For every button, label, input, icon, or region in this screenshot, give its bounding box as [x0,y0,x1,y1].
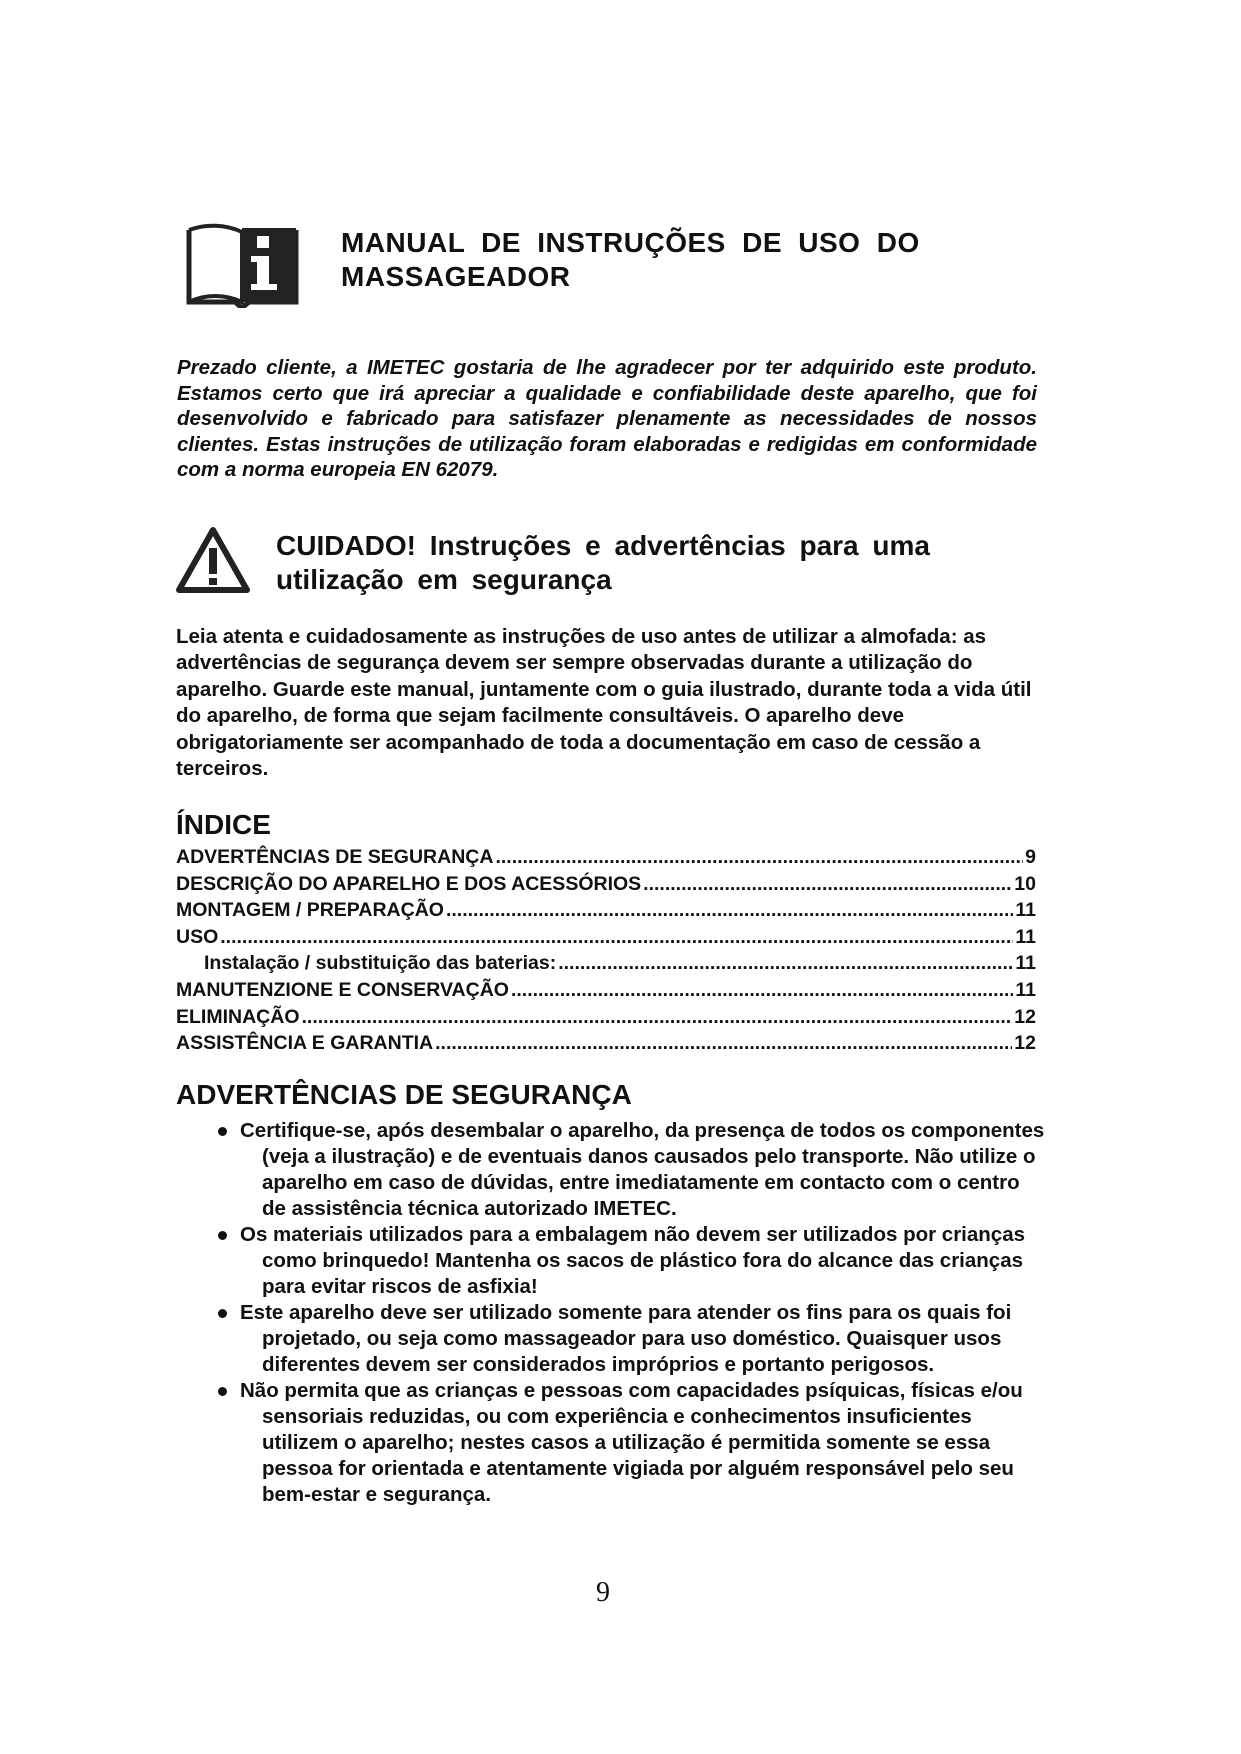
toc-entry[interactable] [176,871,1036,898]
toc-entry-page: 9 [1025,846,1036,868]
safety-section-title: ADVERTÊNCIAS DE SEGURANÇA [176,1079,632,1110]
toc-entry-page: 11 [1015,952,1036,975]
page-number: 9 [596,1577,610,1608]
toc-entry-page: 12 [1014,1032,1036,1055]
toc-entry-page: 11 [1015,978,1036,1001]
safety-bullet-text: Este aparelho deve ser utilizado somente para atender os fins para os quais foi projetado, ou seja como massageador para uso doméstico. Quaisquer usos diferentes devem ser considerados impróprios e portanto perigosos. [240,1301,1012,1376]
toc-subentry[interactable] [176,950,1036,977]
safety-bullet-text: Certifique-se, após desembalar o aparelho, da presença de todos os componentes (veja a ilustração) e de eventuais danos causados pelo transporte. Não utilize o aparelho em caso de dúvidas, entre imediatamente em contacto com o centro de assistência técnica autorizado IMETEC. [240,1119,1045,1220]
safety-bullet [216,1378,1046,1508]
safety-bullet-list [216,1118,1046,1508]
toc-entry[interactable] [176,977,1036,1004]
safety-bullet [216,1222,1046,1300]
toc-leader-dots [220,924,1013,951]
bullet-icon [218,1387,227,1396]
info-manual-icon [185,222,300,308]
toc-leader-dots [643,871,1012,898]
warning-title: CUIDADO! Instruções e advertências para uma utilização em segurança [276,530,930,595]
warning-paragraph: Leia atenta e cuidadosamente as instruções de uso antes de utilizar a almofada: as advertências de segurança devem ser sempre observadas durante a utilização do aparelho. Guarde este manual, juntamente com o guia ilustrado, durante toda a vida útil do aparelho, de forma que sejam facilmente consultáveis. O aparelho deve obrigatoriamente ser acompanhado de toda a documentação em caso de cessão a terceiros. [176,625,1032,781]
toc-entry-page: 11 [1015,925,1036,948]
safety-bullet-text: Não permita que as crianças e pessoas com capacidades psíquicas, físicas e/ou sensoriais reduzidas, ou com experiência e conhecimentos insuficientes utilizem o aparelho; nestes casos a utilização é permitida somente se essa pessoa for orientada e atentamente vigiada por alguém responsável pelo seu bem-estar e segurança. [240,1379,1023,1506]
warning-triangle-icon [176,526,250,594]
toc-leader-dots [495,844,1023,871]
safety-bullet [216,1300,1046,1378]
toc-entry[interactable] [176,1030,1036,1057]
toc-entry-label: ELIMINAÇÃO [176,1005,300,1028]
bullet-icon [218,1309,227,1318]
bullet-icon [218,1127,227,1136]
toc-entry-page: 12 [1014,1005,1036,1028]
intro-paragraph: Prezado cliente, a IMETEC gostaria de lhe agradecer por ter adquirido este produto. Estamos certo que irá apreciar a qualidade e confiabilidade deste aparelho, que foi desenvolvido e fabricado para satisfazer plenamente as necessidades de nossos clientes. Estas instruções de utilização foram elaboradas e redigidas em conformidade com a norma europeia EN 62079. [177,356,1037,481]
toc-entry[interactable] [176,844,1036,871]
toc-entry-label: USO [176,925,219,948]
toc-leader-dots [511,977,1013,1004]
toc-entry[interactable] [176,897,1036,924]
table-of-contents [176,844,1036,1057]
toc-leader-dots [446,897,1013,924]
manual-title: MANUAL DE INSTRUÇÕES DE USO DO MASSAGEADOR [341,227,920,292]
toc-entry-label: MANUTENZIONE E CONSERVAÇÃO [176,978,509,1001]
toc-leader-dots [435,1030,1012,1057]
index-title: ÍNDICE [176,809,271,840]
toc-entry-label: Instalação / substituição das baterias: [204,952,557,975]
toc-entry-label: DESCRIÇÃO DO APARELHO E DOS ACESSÓRIOS [176,872,642,895]
toc-entry-label: MONTAGEM / PREPARAÇÃO [176,899,444,922]
safety-bullet [216,1118,1046,1222]
toc-entry-page: 11 [1015,899,1036,922]
toc-entry-label: ADVERTÊNCIAS DE SEGURANÇA [176,846,494,868]
safety-bullet-text: Os materiais utilizados para a embalagem não devem ser utilizados por crianças como brinquedo! Mantenha os sacos de plástico fora do alcance das crianças para evitar riscos de asfixia! [240,1223,1025,1298]
toc-entry-page: 10 [1014,872,1036,895]
toc-leader-dots [302,1004,1013,1031]
bullet-icon [218,1231,227,1240]
toc-entry[interactable] [176,1004,1036,1031]
toc-entry[interactable] [176,924,1036,951]
toc-leader-dots [558,950,1013,977]
toc-entry-label: ASSISTÊNCIA E GARANTIA [176,1032,434,1055]
